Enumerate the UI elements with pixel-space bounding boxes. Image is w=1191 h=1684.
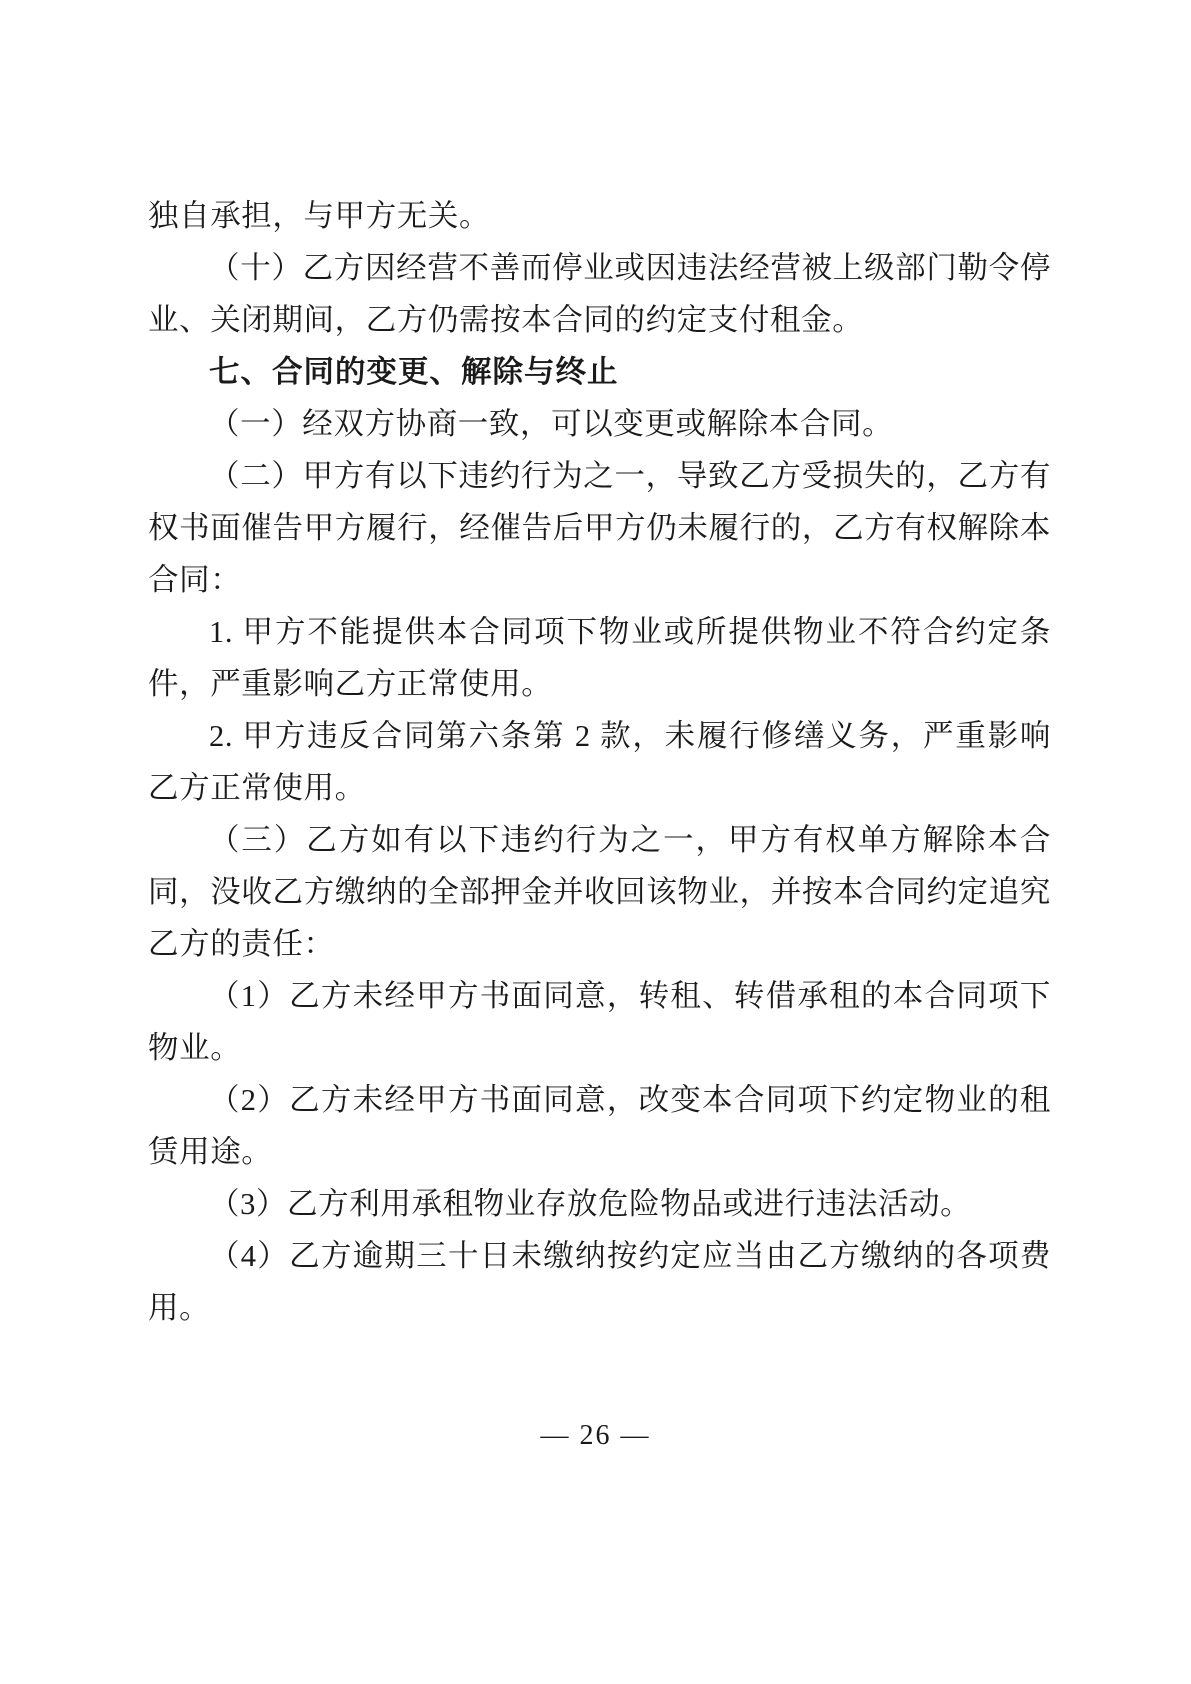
paragraph-item-ten: （十）乙方因经营不善而停业或因违法经营被上级部门勒令停业、关闭期间，乙方仍需按本合同的约定支付租金。 [148, 251, 1051, 337]
paragraph-7-3: （三）乙方如有以下违约行为之一，甲方有权单方解除本合同，没收乙方缴纳的全部押金并收回该物业，并按本合同约定追究乙方的责任： [148, 823, 1051, 961]
document-body [148, 190, 1051, 1334]
paragraph-7-2-item-1: 1. 甲方不能提供本合同项下物业或所提供物业不符合约定条件，严重影响乙方正常使用。 [148, 615, 1051, 701]
paragraph-7-3-item-3: （3）乙方利用承租物业存放危险物品或进行违法活动。 [209, 1187, 972, 1221]
page-number: — 26 — [540, 1420, 651, 1451]
paragraph-7-2-item-2: 2. 甲方违反合同第六条第 2 款，未履行修缮义务，严重影响乙方正常使用。 [148, 719, 1051, 805]
paragraph-7-1: （一）经双方协商一致，可以变更或解除本合同。 [209, 407, 894, 441]
paragraph-7-3-item-2: （2）乙方未经甲方书面同意，改变本合同项下约定物业的租赁用途。 [148, 1083, 1051, 1169]
paragraph-continuation: 独自承担，与甲方无关。 [148, 199, 491, 233]
section-heading-seven: 七、合同的变更、解除与终止 [209, 355, 619, 389]
paragraph-7-3-item-4: （4）乙方逾期三十日未缴纳按约定应当由乙方缴纳的各项费用。 [148, 1239, 1051, 1325]
paragraph-7-2: （二）甲方有以下违约行为之一，导致乙方受损失的，乙方有权书面催告甲方履行，经催告后甲方仍未履行的，乙方有权解除本合同： [148, 459, 1051, 597]
paragraph-7-3-item-1: （1）乙方未经甲方书面同意，转租、转借承租的本合同项下物业。 [148, 979, 1051, 1065]
